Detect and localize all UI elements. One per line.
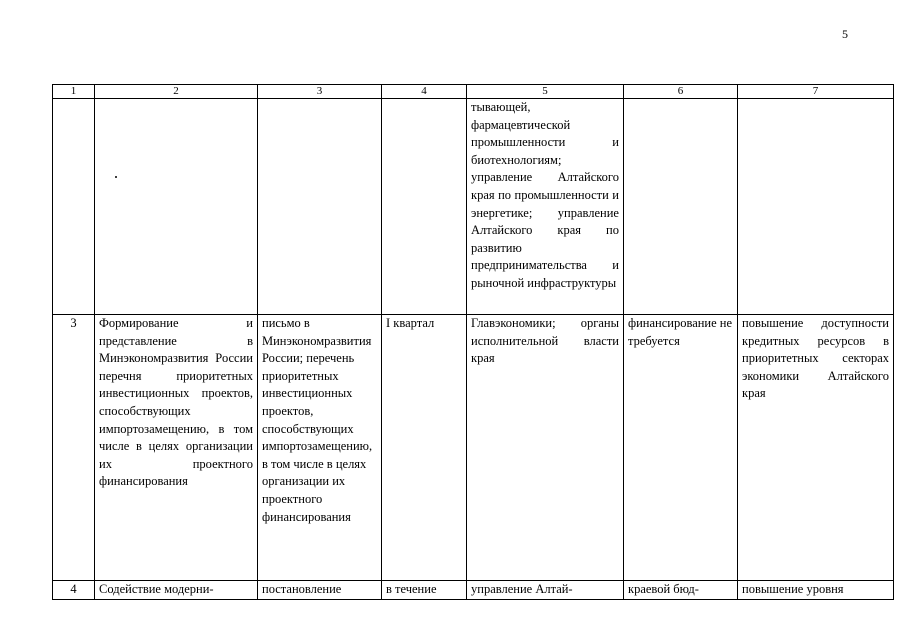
executors-cell: управление Алтай- bbox=[467, 581, 624, 600]
column-number-2: 2 bbox=[95, 85, 258, 99]
column-number-1: 1 bbox=[53, 85, 95, 99]
action-cell: Формирование и представление в Минэкономразвития России перечня приоритетных инвестиционных проектов, способствующих импортозамещению, в том числе в целях организации их проектного финансирования bbox=[95, 315, 258, 581]
column-number-4: 4 bbox=[382, 85, 467, 99]
column-number-3: 3 bbox=[258, 85, 382, 99]
funding-cell bbox=[624, 99, 738, 315]
column-number-7: 7 bbox=[738, 85, 894, 99]
action-cell: Содействие модерни- bbox=[95, 581, 258, 600]
executors-cell: тывающей, фармацевтической промышленности и биотехнологиям; управление Алтайского края по промышленности и энергетике; управление Алтайского края по развитию предпринимательства и рыночной инфраструктуры bbox=[467, 99, 624, 315]
row-number: 4 bbox=[53, 581, 95, 600]
page-number: 5 bbox=[842, 27, 848, 41]
document-cell: постановление bbox=[258, 581, 382, 600]
column-number-6: 6 bbox=[624, 85, 738, 99]
table-row bbox=[53, 315, 894, 581]
term-cell: I квартал bbox=[382, 315, 467, 581]
table-row bbox=[53, 581, 894, 600]
executors-cell: Главэкономики; органы исполнительной власти края bbox=[467, 315, 624, 581]
funding-cell: краевой бюд- bbox=[624, 581, 738, 600]
result-cell: повышение уровня bbox=[738, 581, 894, 600]
table-row bbox=[53, 99, 894, 315]
action-cell bbox=[95, 99, 258, 315]
measures-table bbox=[52, 84, 894, 600]
row-number bbox=[53, 99, 95, 315]
result-cell: повышение доступности кредитных ресурсов в приоритетных секторах экономики Алтайского края bbox=[738, 315, 894, 581]
result-cell bbox=[738, 99, 894, 315]
document-cell: письмо в Минэкономразвития России; перечень приоритетных инвестиционных проектов, способствующих импортозамещению, в том числе в целях организации их проектного финансирования bbox=[258, 315, 382, 581]
column-number-5: 5 bbox=[467, 85, 624, 99]
document-cell bbox=[258, 99, 382, 315]
row-number: 3 bbox=[53, 315, 95, 581]
funding-cell: финансирование не требуется bbox=[624, 315, 738, 581]
column-numbers-row bbox=[53, 85, 894, 99]
term-cell bbox=[382, 99, 467, 315]
term-cell: в течение bbox=[382, 581, 467, 600]
